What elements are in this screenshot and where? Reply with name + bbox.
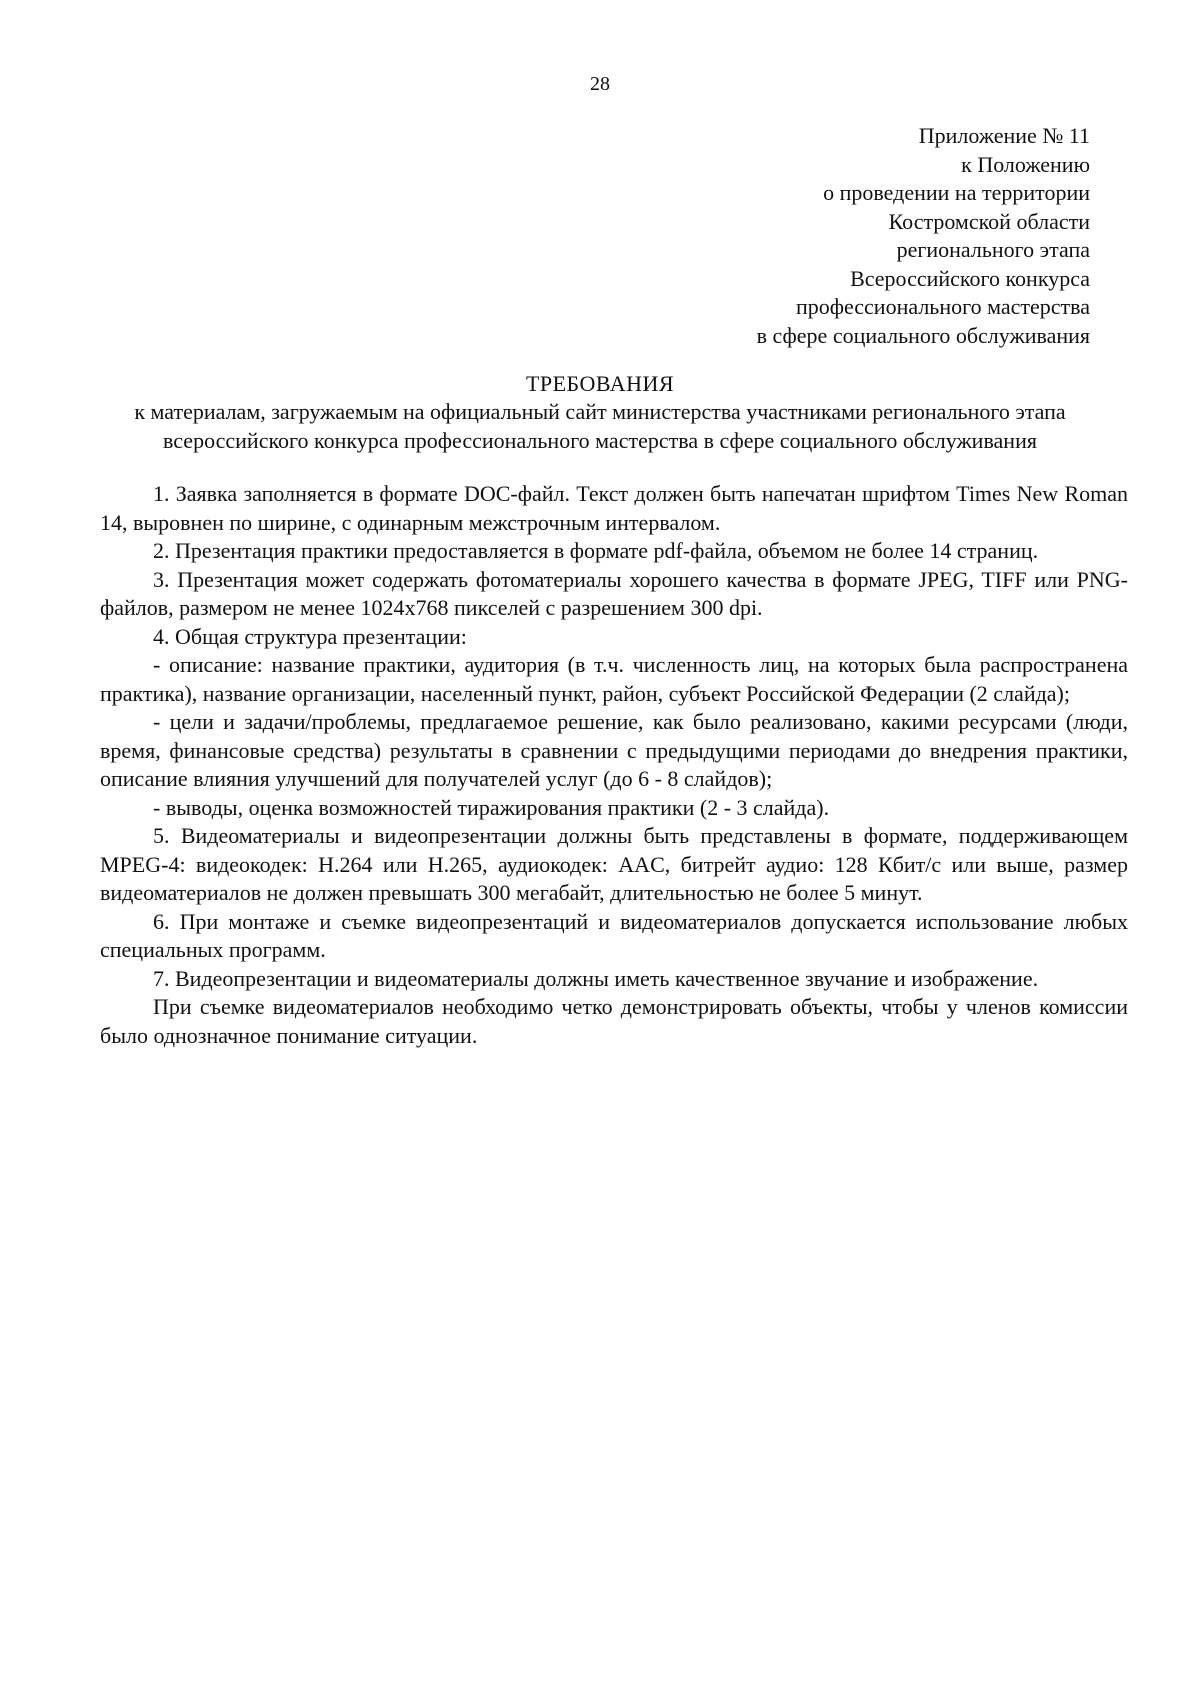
requirement-paragraph: При съемке видеоматериалов необходимо четко демонстрировать объекты, чтобы у членов комиссии было однозначное понимание ситуации.: [100, 994, 1128, 1048]
requirements-body: [100, 480, 1128, 1050]
appendix-line: Приложение № 11: [918, 123, 1090, 148]
appendix-line: профессионального мастерства: [795, 294, 1090, 319]
subtitle-line: всероссийского конкурса профессионального мастерства в сфере социального обслуживания: [163, 427, 1037, 453]
requirement-paragraph: 2. Презентация практики предоставляется в формате pdf-файла, объемом не более 14 страниц.: [153, 538, 1039, 563]
requirement-paragraph: - цели и задачи/проблемы, предлагаемое решение, как было реализовано, какими ресурсами (люди, время, финансовые средства) результаты в сравнении с предыдущими периодами до внедрения практики, описание влияния улучшений для получателей услуг (до 6 - 8 слайдов);: [100, 709, 1128, 791]
document-subtitle: [80, 398, 1120, 455]
appendix-line: к Положению: [961, 151, 1090, 177]
appendix-header: [757, 122, 1090, 350]
requirement-paragraph: 7. Видеопрезентации и видеоматериалы должны иметь качественное звучание и изображение.: [153, 965, 1039, 991]
appendix-line: Костромской области: [888, 208, 1090, 234]
document-title: ТРЕБОВАНИЯ: [525, 371, 675, 396]
requirement-paragraph: - описание: название практики, аудитория (в т.ч. численность лиц, на которых была распространена практика), название организации, населенный пункт, район, субъект Российской Федерации (2 слайда);: [100, 652, 1128, 706]
requirement-paragraph: 4. Общая структура презентации:: [153, 623, 467, 649]
requirement-paragraph: 5. Видеоматериалы и видеопрезентации должны быть представлены в формате, поддерживающем MPEG-4: видеокодек: H.264 или H.265, аудиокодек: AAC, битрейт аудио: 128 Кбит/с или выше, размер видеоматериалов не должен превышать 300 мегабайт, длительностью не более 5 минут.: [100, 823, 1128, 905]
requirement-paragraph: 1. Заявка заполняется в формате DOC-файл. Текст должен быть напечатан шрифтом Times New Roman 14, выровнен по ширине, с одинарным межстрочным интервалом.: [100, 481, 1128, 535]
appendix-line: о проведении на территории: [823, 180, 1090, 205]
requirement-paragraph: 6. При монтаже и съемке видеопрезентаций и видеоматериалов допускается использование любых специальных программ.: [100, 908, 1128, 962]
requirement-paragraph: 3. Презентация может содержать фотоматериалы хорошего качества в формате JPEG, TIFF или PNG-файлов, размером не менее 1024х768 пикселей с разрешением 300 dpi.: [100, 566, 1128, 620]
page-number: 28: [590, 73, 610, 95]
appendix-line: в сфере социального обслуживания: [756, 322, 1090, 348]
appendix-line: Всероссийского конкурса: [850, 265, 1090, 291]
requirement-paragraph: - выводы, оценка возможностей тиражирования практики (2 - 3 слайда).: [153, 794, 830, 820]
appendix-line: регионального этапа: [896, 237, 1090, 262]
subtitle-line: к материалам, загружаемым на официальный сайт министерства участниками регионального этапа: [134, 399, 1066, 424]
